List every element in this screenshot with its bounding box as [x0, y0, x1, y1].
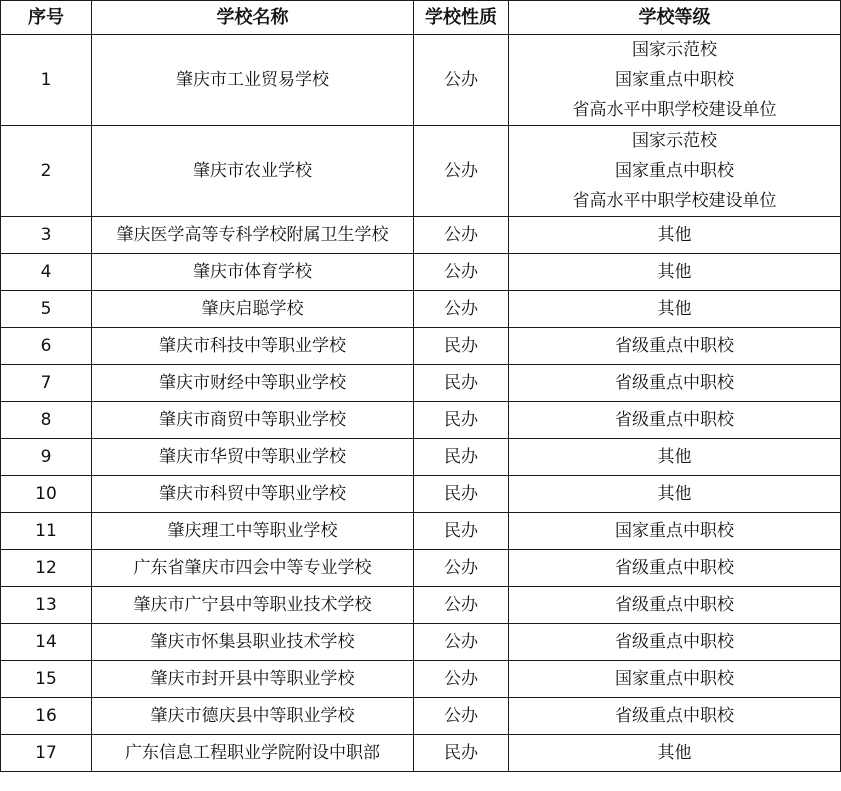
header-no: 序号: [1, 1, 92, 35]
row-school-name-cell: 肇庆启聪学校: [92, 291, 414, 328]
row-school-grade-cell: [509, 126, 841, 217]
grade-label: 其他: [657, 299, 692, 319]
row-no-cell: 4: [1, 254, 92, 291]
row-school-name-cell: 肇庆市德庆县中等职业学校: [92, 698, 414, 735]
row-school-name-cell: 肇庆市广宁县中等职业技术学校: [92, 587, 414, 624]
table-row: [1, 735, 841, 772]
row-no-cell: 3: [1, 217, 92, 254]
bottom-edge: [0, 786, 841, 791]
table-row: [1, 661, 841, 698]
row-no-cell: 17: [1, 735, 92, 772]
grade-label: 其他: [657, 484, 692, 504]
row-no-cell: 14: [1, 624, 92, 661]
table-row: [1, 513, 841, 550]
row-school-grade-cell: [509, 402, 841, 439]
row-school-name-cell: 肇庆市科技中等职业学校: [92, 328, 414, 365]
row-school-name-cell: 肇庆市农业学校: [92, 126, 414, 217]
grade-label: 其他: [657, 225, 692, 245]
row-school-type-cell: 民办: [414, 513, 509, 550]
row-school-name-cell: 肇庆市体育学校: [92, 254, 414, 291]
row-school-name-cell: 肇庆理工中等职业学校: [92, 513, 414, 550]
table-row: [1, 550, 841, 587]
row-no-cell: 13: [1, 587, 92, 624]
row-school-name-cell: 肇庆市华贸中等职业学校: [92, 439, 414, 476]
row-school-grade-cell: [509, 439, 841, 476]
row-school-type-cell: 公办: [414, 254, 509, 291]
table-row: [1, 439, 841, 476]
row-school-grade-cell: [509, 735, 841, 772]
table-row: [1, 587, 841, 624]
row-school-grade-cell: [509, 698, 841, 735]
grade-label: 国家示范校: [632, 131, 717, 151]
row-school-grade-cell: [509, 624, 841, 661]
header-school-name: 学校名称: [92, 1, 414, 35]
row-school-type-cell: 公办: [414, 35, 509, 126]
table-row: [1, 365, 841, 402]
row-school-grade-cell: [509, 550, 841, 587]
grade-label: 国家重点中职校: [615, 161, 734, 181]
table-row: [1, 476, 841, 513]
row-school-name-cell: 广东信息工程职业学院附设中职部: [92, 735, 414, 772]
row-school-name-cell: 肇庆市商贸中等职业学校: [92, 402, 414, 439]
header-school-type: 学校性质: [414, 1, 509, 35]
grade-label: 省级重点中职校: [615, 336, 734, 356]
row-school-name-cell: 肇庆医学高等专科学校附属卫生学校: [92, 217, 414, 254]
table-row: [1, 291, 841, 328]
row-school-grade-cell: [509, 35, 841, 126]
row-school-type-cell: 公办: [414, 291, 509, 328]
table-row: [1, 254, 841, 291]
grade-label: 省级重点中职校: [615, 410, 734, 430]
grade-label: 省级重点中职校: [615, 632, 734, 652]
header-school-grade: 学校等级: [509, 1, 841, 35]
grade-label: 国家示范校: [632, 40, 717, 60]
row-school-type-cell: 民办: [414, 328, 509, 365]
row-school-type-cell: 民办: [414, 402, 509, 439]
grade-label: 省级重点中职校: [615, 595, 734, 615]
row-school-type-cell: 公办: [414, 624, 509, 661]
table-row: [1, 402, 841, 439]
row-school-type-cell: 民办: [414, 735, 509, 772]
row-school-name-cell: 肇庆市封开县中等职业学校: [92, 661, 414, 698]
row-school-name-cell: 肇庆市怀集县职业技术学校: [92, 624, 414, 661]
row-school-grade-cell: [509, 254, 841, 291]
row-school-grade-cell: [509, 291, 841, 328]
row-school-type-cell: 公办: [414, 217, 509, 254]
row-school-type-cell: 公办: [414, 661, 509, 698]
row-school-name-cell: 广东省肇庆市四会中等专业学校: [92, 550, 414, 587]
table-row: [1, 698, 841, 735]
grade-label: 国家重点中职校: [615, 521, 734, 541]
row-school-grade-cell: [509, 217, 841, 254]
row-no-cell: 7: [1, 365, 92, 402]
row-school-name-cell: 肇庆市科贸中等职业学校: [92, 476, 414, 513]
grade-label: 其他: [657, 447, 692, 467]
row-school-type-cell: 公办: [414, 126, 509, 217]
row-school-grade-cell: [509, 661, 841, 698]
grade-label: 国家重点中职校: [615, 70, 734, 90]
table-row: [1, 624, 841, 661]
row-no-cell: 10: [1, 476, 92, 513]
grade-label: 其他: [657, 743, 692, 763]
row-school-grade-cell: [509, 513, 841, 550]
row-school-type-cell: 公办: [414, 550, 509, 587]
row-no-cell: 9: [1, 439, 92, 476]
row-school-type-cell: 民办: [414, 476, 509, 513]
grade-label: 省高水平中职学校建设单位: [572, 191, 777, 211]
row-school-type-cell: 公办: [414, 587, 509, 624]
row-school-grade-cell: [509, 476, 841, 513]
row-school-type-cell: 民办: [414, 365, 509, 402]
table-row: [1, 35, 841, 126]
row-no-cell: 6: [1, 328, 92, 365]
table-header-row: [1, 1, 841, 35]
grade-label: 省级重点中职校: [615, 373, 734, 393]
row-no-cell: 16: [1, 698, 92, 735]
row-no-cell: 15: [1, 661, 92, 698]
row-school-type-cell: 公办: [414, 698, 509, 735]
row-school-type-cell: 民办: [414, 439, 509, 476]
row-no-cell: 1: [1, 35, 92, 126]
row-no-cell: 11: [1, 513, 92, 550]
grade-label: 国家重点中职校: [615, 669, 734, 689]
grade-label: 省级重点中职校: [615, 706, 734, 726]
grade-label: 其他: [657, 262, 692, 282]
row-school-grade-cell: [509, 328, 841, 365]
table-body: [1, 35, 841, 772]
grade-label: 省级重点中职校: [615, 558, 734, 578]
row-school-name-cell: 肇庆市财经中等职业学校: [92, 365, 414, 402]
row-school-name-cell: 肇庆市工业贸易学校: [92, 35, 414, 126]
row-school-grade-cell: [509, 587, 841, 624]
table-row: [1, 328, 841, 365]
row-no-cell: 5: [1, 291, 92, 328]
table-row: [1, 217, 841, 254]
grade-label: 省高水平中职学校建设单位: [572, 100, 777, 120]
row-no-cell: 8: [1, 402, 92, 439]
table-row: [1, 126, 841, 217]
row-no-cell: 12: [1, 550, 92, 587]
row-no-cell: 2: [1, 126, 92, 217]
row-school-grade-cell: [509, 365, 841, 402]
